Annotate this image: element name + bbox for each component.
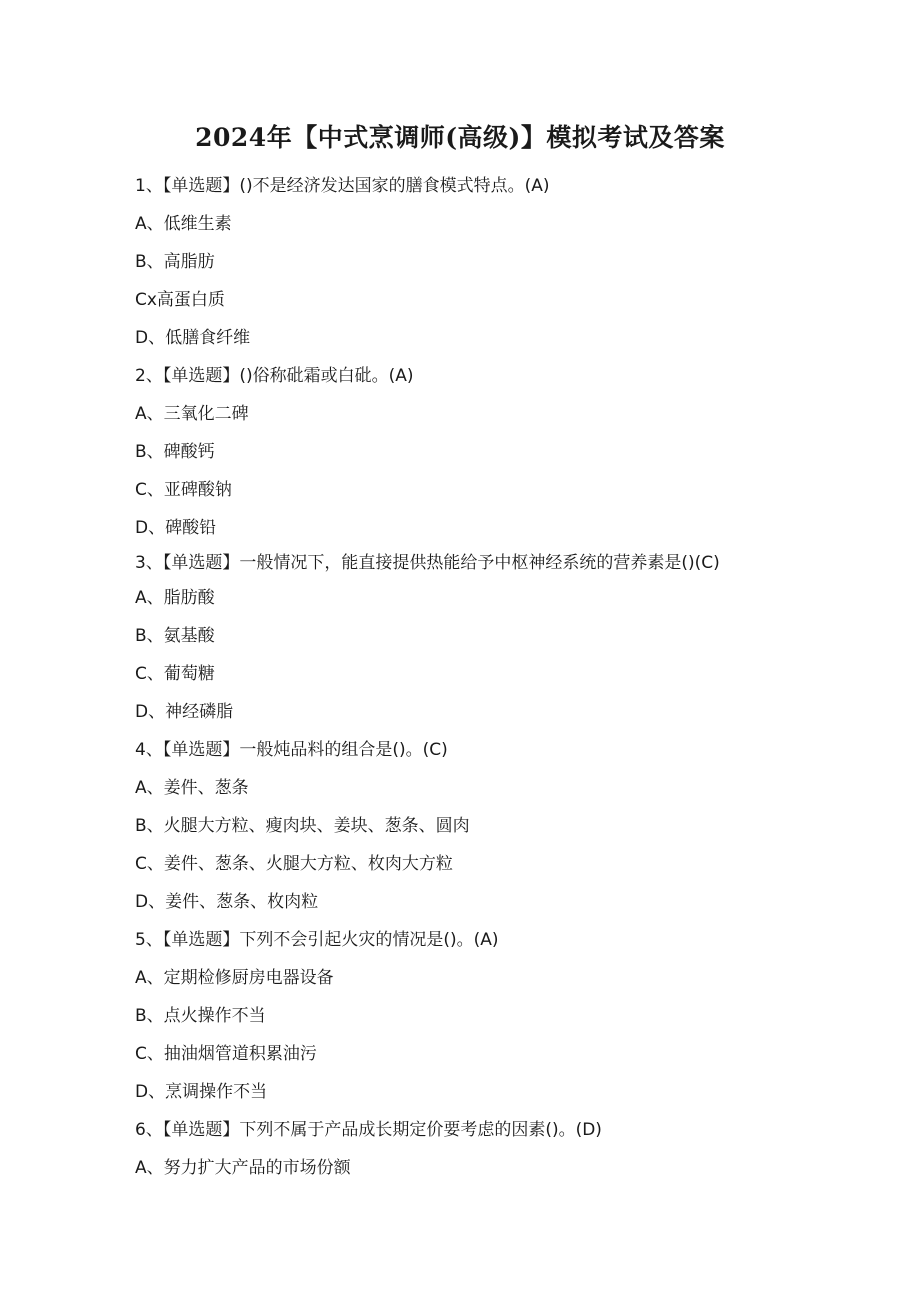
option-item: A、努力扩大产品的市场份额 [135,1158,351,1178]
question-stem: 4、【单选题】一般炖品料的组合是()。(C) [135,740,448,760]
option-item: B、点火操作不当 [135,1006,266,1026]
option-item: B、碑酸钙 [135,442,215,462]
option-item: D、姜件、葱条、枚肉粒 [135,892,319,912]
document-body [135,171,755,1191]
option-item: C、抽油烟管道积累油污 [135,1044,317,1064]
option-item: D、低膳食纤维 [135,328,251,348]
option-item: D、碑酸铅 [135,518,217,538]
question-stem: 3、【单选题】一般情况下，能直接提供热能给予中枢神经系统的营养素是()(C) [135,553,720,573]
option-item: A、定期检修厨房电器设备 [135,968,334,988]
option-item: B、氨基酸 [135,626,215,646]
document-title: 2024年【中式烹调师(高级)】模拟考试及答案 [195,123,725,152]
question-stem: 1、【单选题】()不是经济发达国家的膳食模式特点。(A) [135,176,550,196]
option-item: Cx高蛋白质 [135,290,225,310]
question-stem: 6、【单选题】下列不属于产品成长期定价要考虑的因素()。(D) [135,1120,602,1140]
option-item: A、低维生素 [135,214,232,234]
option-item: A、脂肪酸 [135,588,215,608]
option-item: D、神经磷脂 [135,702,234,722]
option-item: C、姜件、葱条、火腿大方粒、枚肉大方粒 [135,854,453,874]
option-item: B、高脂肪 [135,252,215,272]
option-item: C、葡萄糖 [135,664,215,684]
option-item: A、姜件、葱条 [135,778,249,798]
question-stem: 2、【单选题】()俗称砒霜或白砒。(A) [135,366,414,386]
question-stem: 5、【单选题】下列不会引起火灾的情况是()。(A) [135,930,499,950]
option-item: A、三氧化二碑 [135,404,249,424]
option-item: B、火腿大方粒、瘦肉块、姜块、葱条、圆肉 [135,816,470,836]
option-item: C、亚碑酸钠 [135,480,232,500]
option-item: D、烹调操作不当 [135,1082,268,1102]
